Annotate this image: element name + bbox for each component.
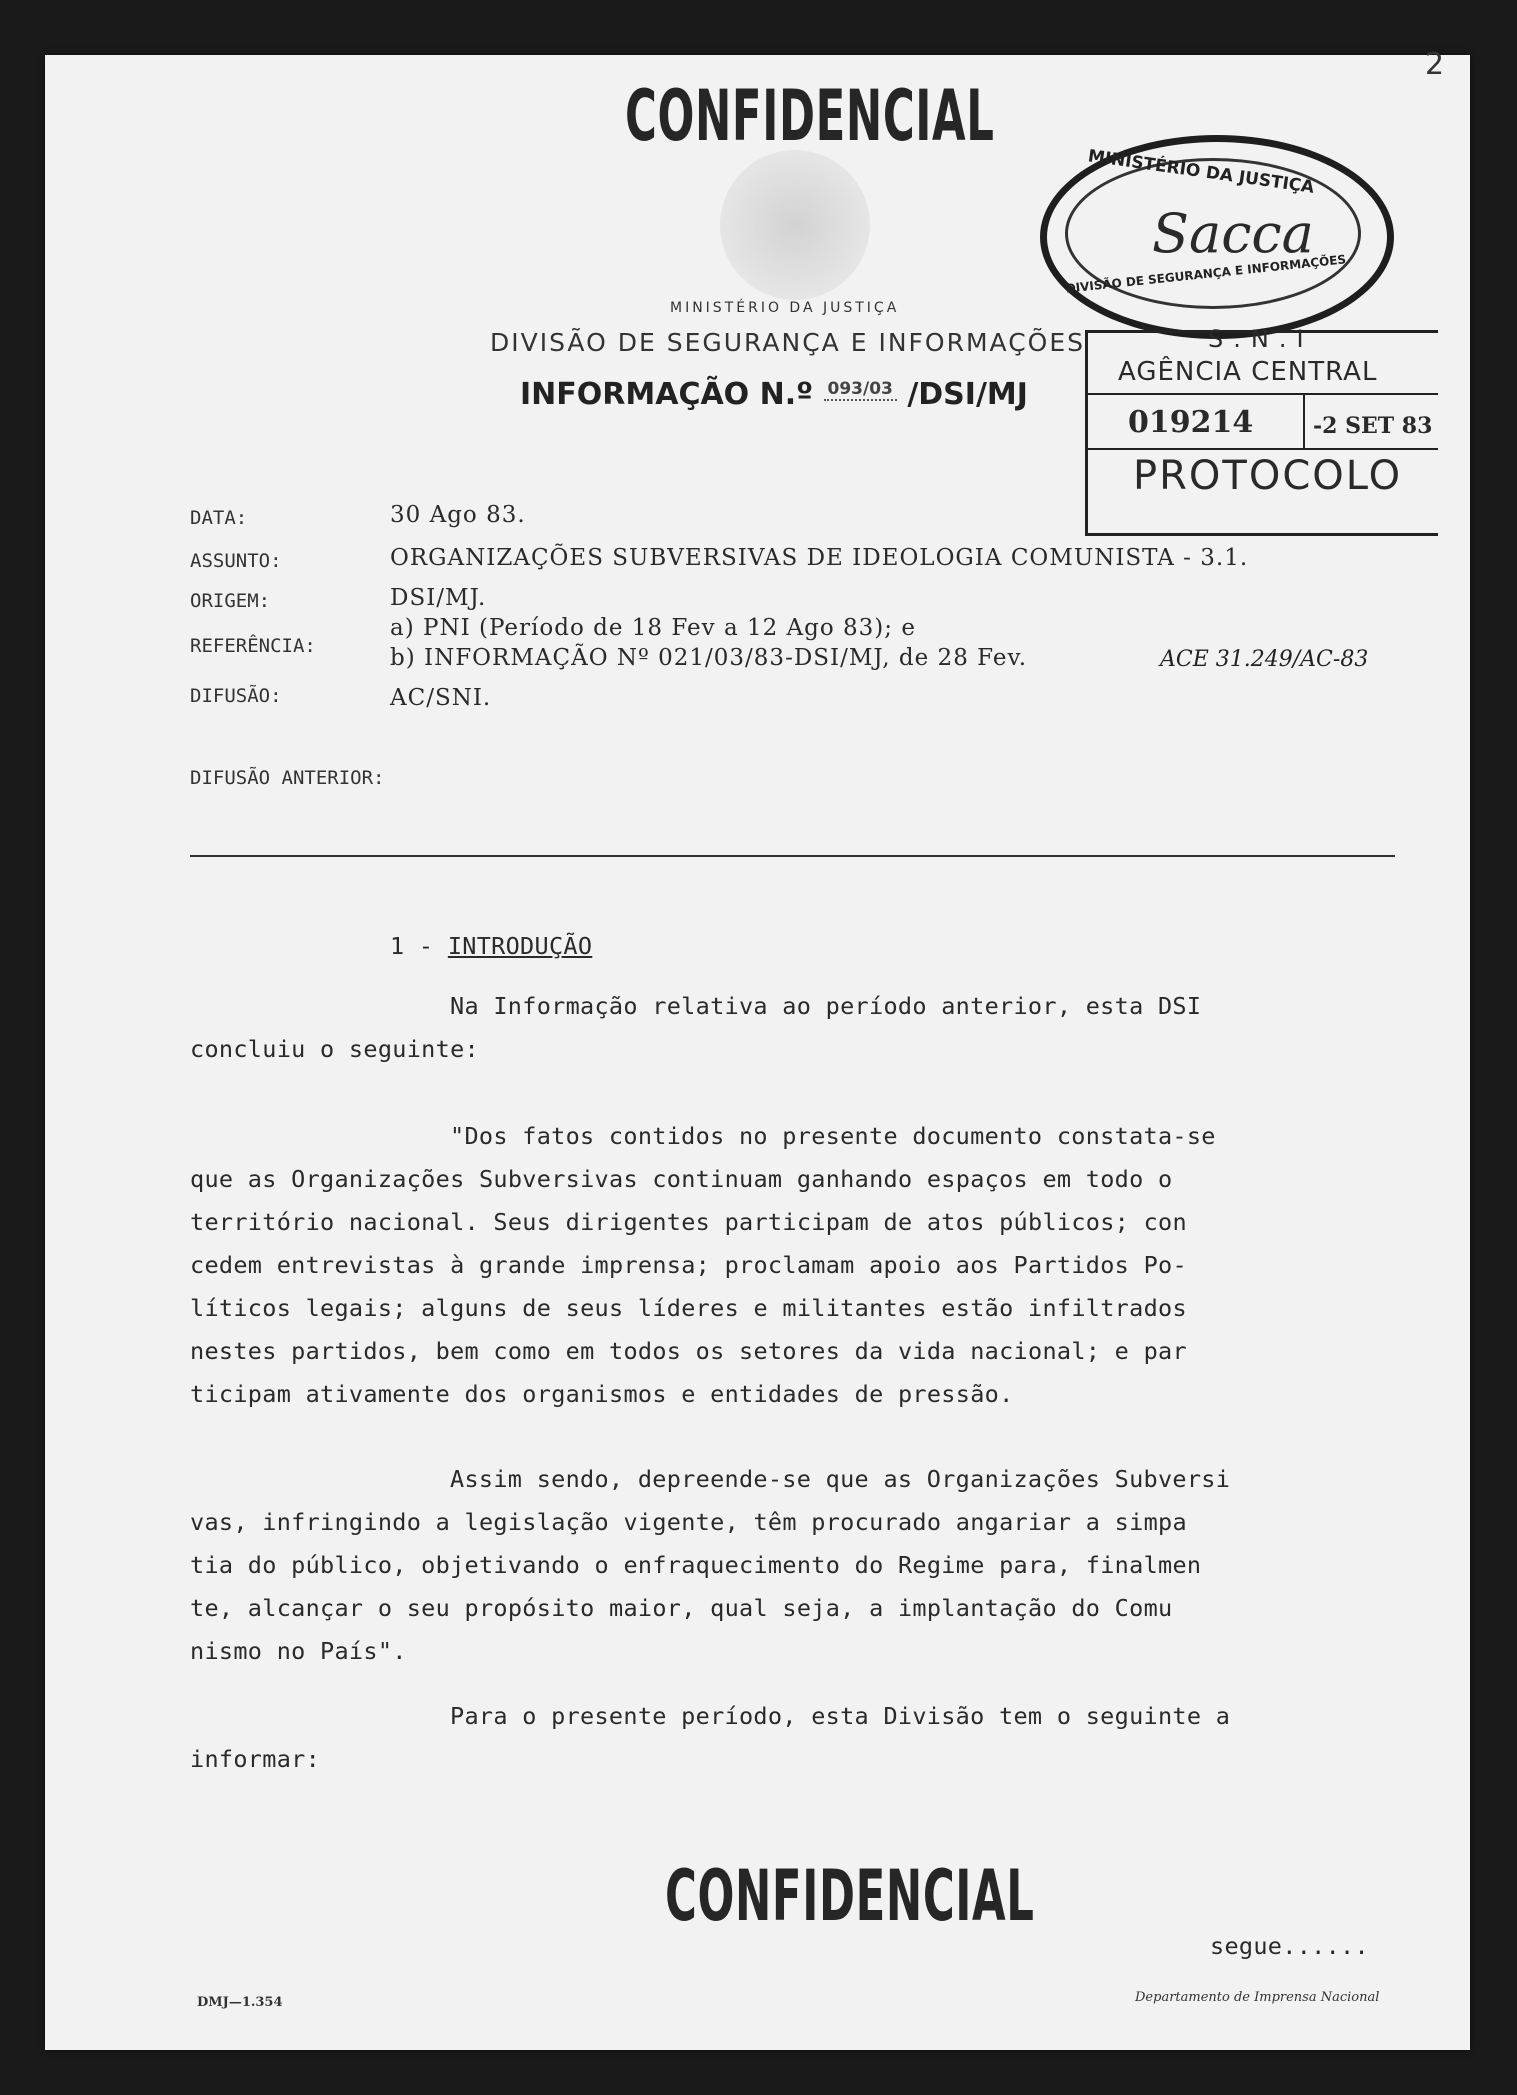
paragraph-line: que as Organizações Subversivas continuam ganhando espaços em todo o: [190, 1165, 1173, 1193]
paragraph-1: [190, 985, 1201, 1071]
oval-stamp-top-text: MINISTÉRIO DA JUSTIÇA: [1086, 146, 1316, 198]
document-page: [45, 47, 1470, 2050]
oval-stamp-bottom-text: DIVISÃO DE SEGURANÇA E INFORMAÇÕES: [1065, 252, 1347, 296]
division-title: DIVISÃO DE SEGURANÇA E INFORMAÇÕES: [490, 328, 1085, 357]
field-value-origem: DSI/MJ.: [390, 585, 487, 611]
paragraph-line: Assim sendo, depreende-se que as Organizações Subversi: [450, 1465, 1231, 1493]
field-label-difusao-anterior: DIFUSÃO ANTERIOR:: [190, 767, 385, 789]
section-title: INTRODUÇÃO: [447, 932, 593, 960]
protocol-date: -2 SET 83: [1313, 413, 1433, 439]
ministry-title: MINISTÉRIO DA JUSTIÇA: [670, 300, 900, 316]
field-value-assunto: ORGANIZAÇÕES SUBVERSIVAS DE IDEOLOGIA COMUNISTA - 3.1.: [390, 545, 1249, 571]
footer-printer: Departamento de Imprensa Nacional: [1135, 1990, 1380, 2005]
protocol-divider-1: [1088, 393, 1438, 395]
protocol-org: S.N.I: [1208, 325, 1314, 353]
paragraph-line: líticos legais; alguns de seus líderes e militantes estão infiltrados: [190, 1294, 1187, 1322]
classification-stamp-bottom: CONFIDENCIAL: [665, 1855, 1035, 1937]
oval-stamp-signature: Sacca: [1152, 202, 1314, 265]
paragraph-line: cedem entrevistas à grande imprensa; proclamam apoio aos Partidos Po-: [190, 1251, 1187, 1279]
info-number: 093/03: [824, 379, 897, 401]
ministry-oval-stamp: [1040, 135, 1394, 339]
field-label-data: DATA:: [190, 507, 248, 529]
field-label-referencia: REFERÊNCIA:: [190, 635, 316, 657]
protocol-divider-2: [1088, 448, 1438, 450]
paragraph-line: tia do público, objetivando o enfraquecimento do Regime para, finalmen: [190, 1551, 1202, 1579]
paragraph-line: vas, infringindo a legislação vigente, têm procurado angariar a simpa: [190, 1508, 1187, 1536]
field-value-referencia-a: a) PNI (Período de 18 Fev a 12 Ago 83); e: [390, 615, 916, 641]
information-number-line: [520, 377, 1028, 412]
paragraph-line: nestes partidos, bem como em todos os setores da vida nacional; e par: [190, 1337, 1187, 1365]
paragraph-line: ticipam ativamente dos organismos e entidades de pressão.: [190, 1380, 1014, 1408]
field-label-difusao: DIFUSÃO:: [190, 685, 282, 707]
handwritten-reference: ACE 31.249/AC-83: [1160, 647, 1369, 672]
paragraph-4: [190, 1695, 1230, 1781]
paragraph-line: Na Informação relativa ao período anterior, esta DSI: [450, 992, 1202, 1020]
protocol-number: 019214: [1128, 405, 1254, 440]
info-suffix: /DSI/MJ: [907, 377, 1028, 412]
section-number: 1 -: [390, 932, 434, 960]
paragraph-line: "Dos fatos contidos no presente documento constata-se: [450, 1122, 1216, 1150]
field-value-data: 30 Ago 83.: [390, 502, 526, 528]
separator-line: [190, 855, 1395, 857]
section-heading: [390, 925, 592, 968]
classification-stamp-top: CONFIDENCIAL: [625, 75, 995, 157]
protocol-stamp: [1085, 325, 1438, 536]
field-value-referencia-b: b) INFORMAÇÃO Nº 021/03/83-DSI/MJ, de 28 Fev.: [390, 645, 1028, 671]
protocol-divider-v: [1303, 393, 1305, 448]
field-label-assunto: ASSUNTO:: [190, 550, 282, 572]
paragraph-line: nismo no País".: [190, 1637, 407, 1665]
footer-form-code: DMJ—1.354: [197, 1995, 283, 2010]
coat-of-arms-seal: [720, 150, 870, 300]
paragraph-line: concluiu o seguinte:: [190, 1035, 479, 1063]
page-number: 2: [1425, 47, 1445, 82]
paragraph-3: [190, 1458, 1230, 1673]
field-value-difusao: AC/SNI.: [390, 685, 492, 711]
field-label-origem: ORIGEM:: [190, 590, 271, 612]
info-prefix: INFORMAÇÃO N.º: [520, 377, 814, 412]
paragraph-line: território nacional. Seus dirigentes participam de atos públicos; con: [190, 1208, 1187, 1236]
paragraph-line: Para o presente período, esta Divisão tem o seguinte a: [450, 1702, 1231, 1730]
paragraph-line: informar:: [190, 1745, 321, 1773]
continuation-marker: segue......: [1210, 1932, 1369, 1960]
protocol-agency: AGÊNCIA CENTRAL: [1118, 357, 1378, 387]
paragraph-2: [190, 1115, 1216, 1416]
protocol-label: PROTOCOLO: [1133, 453, 1403, 499]
paragraph-line: te, alcançar o seu propósito maior, qual seja, a implantação do Comu: [190, 1594, 1173, 1622]
